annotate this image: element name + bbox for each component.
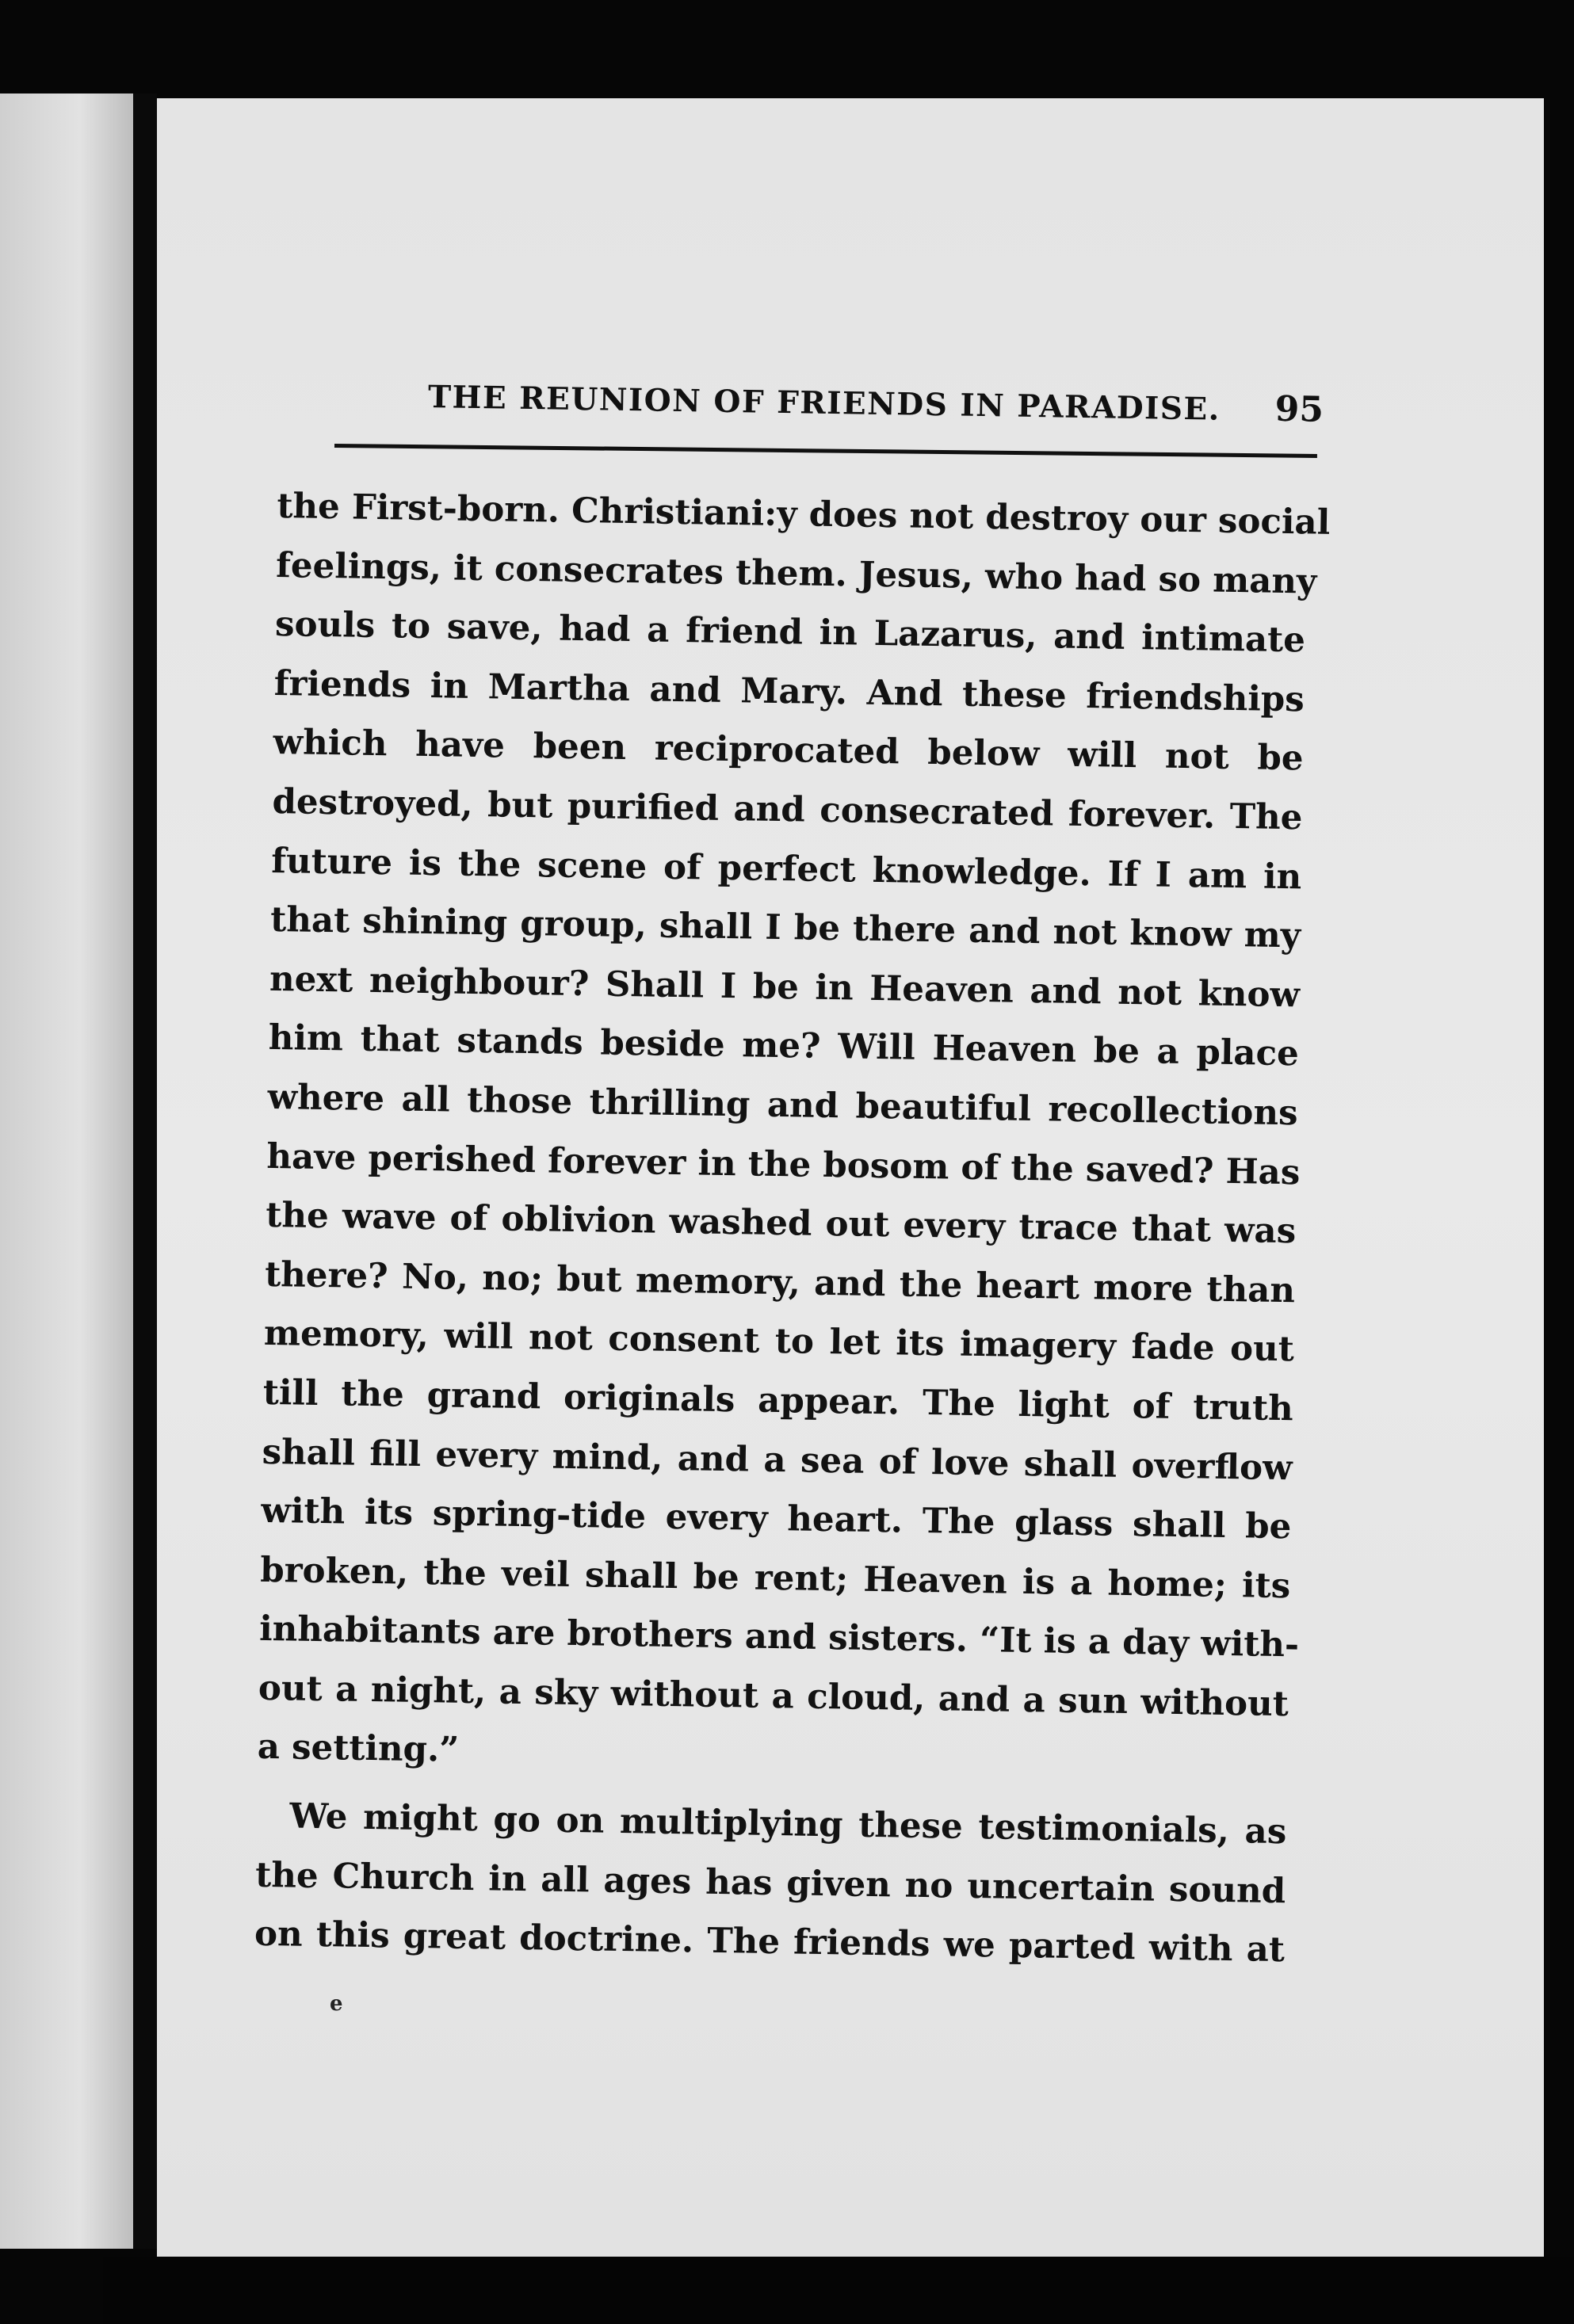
facing-page-edge bbox=[0, 93, 133, 2249]
text-line: the First-born. Christiani:y does not destroy our social bbox=[277, 485, 1331, 543]
body-text bbox=[254, 477, 1331, 1980]
paragraph-1 bbox=[257, 477, 1331, 1793]
text-line: feelings, it consecrates them. Jesus, who had so many bbox=[275, 544, 1317, 602]
text-line: him that stands beside me? Will Heaven be a place bbox=[268, 1017, 1300, 1074]
text-line: souls to save, had a friend in Lazarus, and intimate bbox=[274, 604, 1306, 661]
text-line: have perished forever in the bosom of the saved? Has bbox=[266, 1135, 1301, 1193]
text-line: shall fill every mind, and a sea of love shall overflow bbox=[262, 1431, 1293, 1488]
page-number: 95 bbox=[1274, 388, 1324, 430]
text-line: inhabitants are brothers and sisters. “It is a day with- bbox=[258, 1608, 1300, 1666]
bottom-edge bbox=[103, 2257, 1574, 2324]
text-line: next neighbour? Shall I be in Heaven and not know bbox=[269, 958, 1301, 1016]
text-line: there? No, no; but memory, and the heart more than bbox=[264, 1254, 1296, 1311]
running-head-title: THE REUNION OF FRIENDS IN PARADISE. bbox=[427, 379, 1221, 428]
text-line: out a night, a sky without a cloud, and a sun without bbox=[258, 1667, 1289, 1725]
text-line: destroyed, but purified and consecrated forever. The bbox=[272, 780, 1303, 838]
book-gutter bbox=[133, 93, 157, 2249]
signature-mark: e bbox=[330, 1992, 343, 2016]
text-line: the wave of oblivion washed out every trace that was bbox=[265, 1195, 1297, 1252]
paragraph-2 bbox=[254, 1787, 1287, 1980]
text-line: that shining group, shall I be there and not know my bbox=[269, 899, 1301, 956]
text-line: with its spring-tide every heart. The glass shall be bbox=[261, 1490, 1292, 1547]
text-line: which have been reciprocated below will not be bbox=[273, 722, 1304, 779]
text-line: till the grand originals appear. The light of truth bbox=[262, 1372, 1294, 1429]
text-line: where all those thrilling and beautiful recollections bbox=[267, 1076, 1298, 1134]
text-line: memory, will not consent to let its imagery fade out bbox=[263, 1313, 1295, 1370]
text-line: on this great doctrine. The friends we parted with at bbox=[254, 1914, 1286, 1971]
text-line: a setting.” bbox=[257, 1727, 460, 1771]
text-line: broken, the veil shall be rent; Heaven is a home; its bbox=[259, 1549, 1291, 1606]
text-line: future is the scene of perfect knowledge. If I am in bbox=[270, 840, 1302, 897]
text-line: the Church in all ages has given no uncertain sound bbox=[254, 1854, 1286, 1911]
text-line: We might go on multiplying these testimonials, as bbox=[289, 1795, 1287, 1853]
text-line: friends in Martha and Mary. And these friendships bbox=[273, 662, 1305, 720]
